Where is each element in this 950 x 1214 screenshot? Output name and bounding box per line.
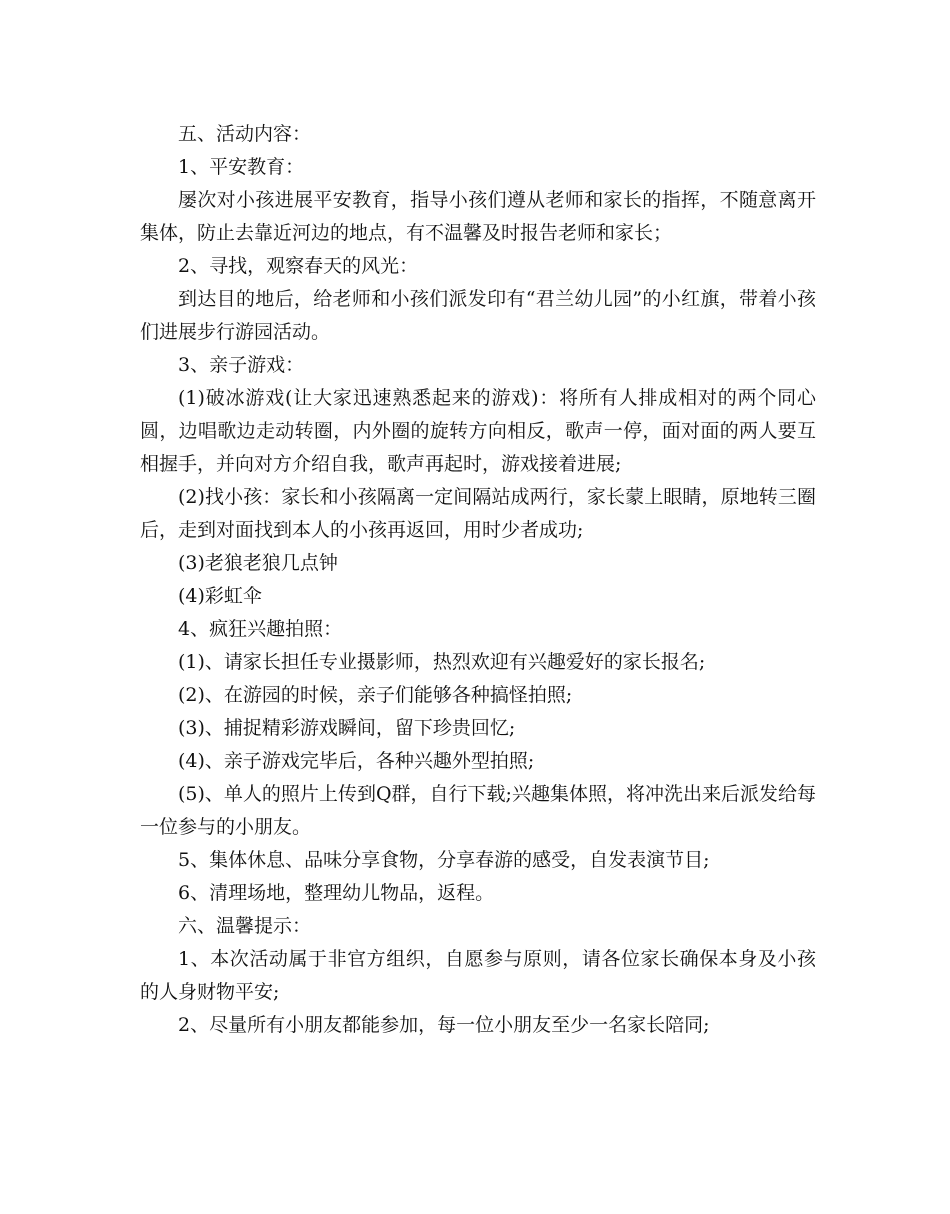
subheading-photo-fun: 4、疯狂兴趣拍照： <box>178 618 343 640</box>
paragraph-safety-education: 屡次对小孩进展平安教育，指导小孩们遵从老师和家长的指挥，不随意离开集体，防止去靠近河边的地点，有不温馨及时报告老师和家长； <box>140 189 816 244</box>
paragraph-icebreaker-game: (1)破冰游戏(让大家迅速熟悉起来的游戏)：将所有人排成相对的两个同心圆，边唱歌边走动转圈，内外圈的旋转方向相反，歌声一停，面对面的两人要互相握手，并向对方介绍自我，歌声再起时，游戏接着进展; <box>140 387 816 475</box>
paragraph-find-child-game: (2)找小孩：家长和小孩隔离一定间隔站成两行，家长蒙上眼睛，原地转三圈后，走到对面找到本人的小孩再返回，用时少者成功; <box>140 486 816 541</box>
list-item-tip-1: 1、本次活动属于非官方组织，自愿参与原则，请各位家长确保本身及小孩的人身财物平安; <box>140 948 816 1003</box>
list-item-photo-2: (2)、在游园的时候，亲子们能够各种搞怪拍照; <box>178 684 573 706</box>
list-item-tip-2: 2、尽量所有小朋友都能参加，每一位小朋友至少一名家长陪同; <box>178 1014 710 1036</box>
subheading-parent-child-games: 3、亲子游戏： <box>178 354 305 376</box>
subheading-rest-sharing: 5、集体休息、品味分享食物，分享春游的感受，自发表演节目; <box>178 849 710 871</box>
list-item-rainbow-umbrella: (4)彩虹伞 <box>178 585 262 607</box>
list-item-photo-5: (5)、单人的照片上传到Q群，自行下载;兴趣集体照，将冲洗出来后派发给每一位参与的小朋友。 <box>140 783 816 838</box>
subheading-spring-scenery: 2、寻找，观察春天的风光： <box>178 255 419 277</box>
paragraph-spring-scenery: 到达目的地后，给老师和小孩们派发印有“君兰幼儿园”的小红旗，带着小孩们进展步行游园活动。 <box>140 288 816 343</box>
document-body <box>140 118 816 1042</box>
subheading-safety-education: 1、平安教育： <box>178 156 305 178</box>
list-item-wolf-game: (3)老狼老狼几点钟 <box>178 552 338 574</box>
subheading-clean-up: 6、清理场地，整理幼儿物品，返程。 <box>178 882 495 904</box>
list-item-photo-4: (4)、亲子游戏完毕后，各种兴趣外型拍照; <box>178 750 535 772</box>
list-item-photo-1: (1)、请家长担任专业摄影师，热烈欢迎有兴趣爱好的家长报名; <box>178 651 706 673</box>
section-heading-activity-content: 五、活动内容： <box>178 123 312 145</box>
list-item-photo-3: (3)、捕捉精彩游戏瞬间，留下珍贵回忆; <box>178 717 516 739</box>
section-heading-tips: 六、温馨提示： <box>178 915 312 937</box>
